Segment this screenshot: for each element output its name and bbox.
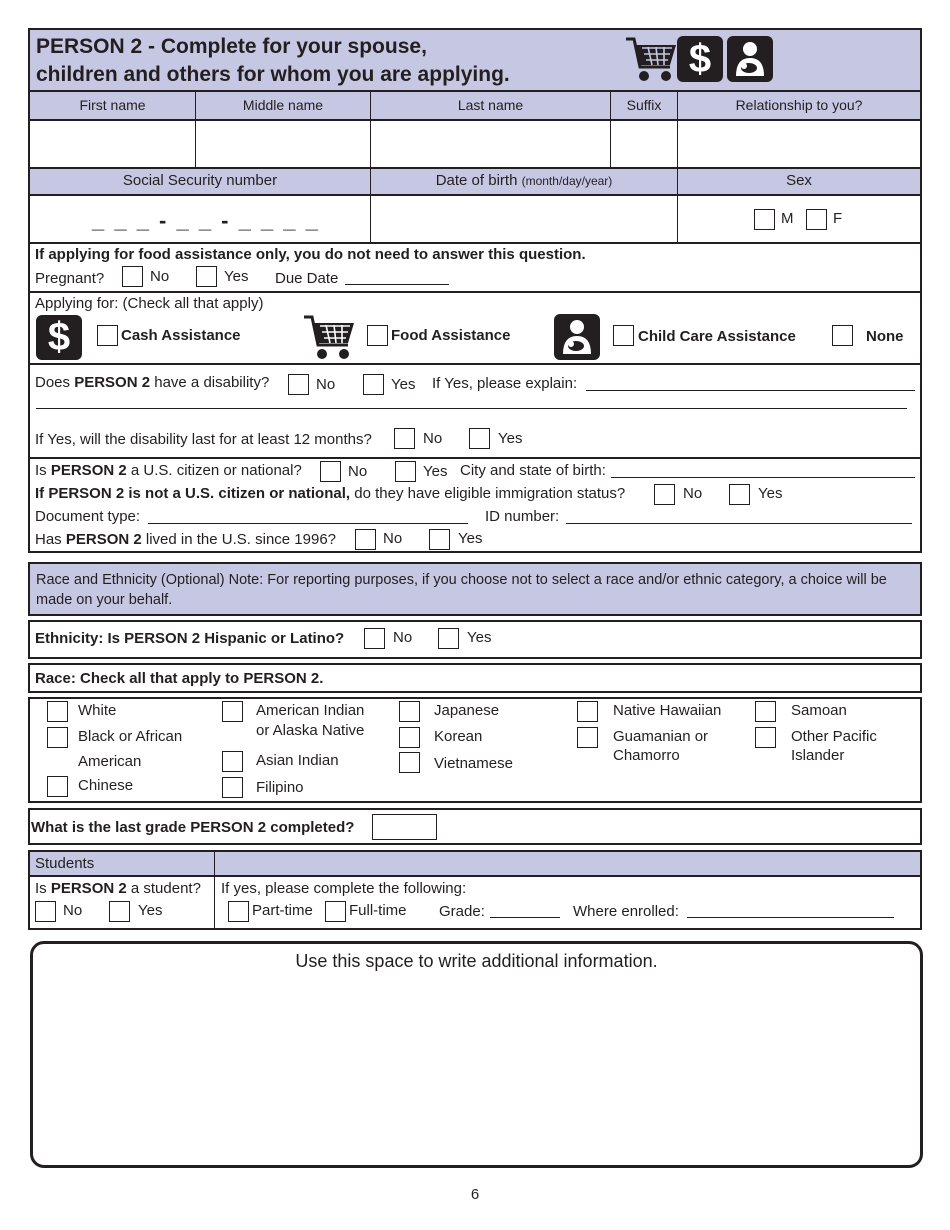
child-care-label: Child Care Assistance <box>638 328 796 345</box>
child-care-icon <box>727 36 773 82</box>
lived-no-checkbox[interactable] <box>355 529 376 550</box>
grade-field[interactable] <box>372 814 437 840</box>
pregnant-no-checkbox[interactable] <box>122 266 143 287</box>
part-time-checkbox[interactable] <box>228 901 249 922</box>
lived-question <box>35 531 336 549</box>
last-name-field[interactable] <box>372 121 610 167</box>
divider <box>195 90 196 168</box>
lived-no-label: No <box>383 530 403 547</box>
divider <box>370 90 371 168</box>
disability-duration-yes-checkbox[interactable] <box>469 428 490 449</box>
q-prefix: Has <box>35 531 62 548</box>
section-title-line1: PERSON 2 - Complete for your spouse, <box>36 35 427 58</box>
disability-explain-label: If Yes, please explain: <box>432 375 578 392</box>
race-black-label-2: American <box>78 753 142 770</box>
race-korean-label: Korean <box>434 728 483 745</box>
citizen-no-label: No <box>348 463 368 480</box>
disability-yes-label: Yes <box>391 376 416 393</box>
first-name-field[interactable] <box>30 121 195 167</box>
disability-question <box>35 374 269 392</box>
due-date-field[interactable] <box>345 284 449 285</box>
race-native-hawaiian-label: Native Hawaiian <box>613 702 722 719</box>
student-question <box>35 880 201 898</box>
relationship-label: Relationship to you? <box>735 97 863 113</box>
student-no-label: No <box>63 902 83 919</box>
none-label: None <box>866 328 904 345</box>
race-vietnamese-label: Vietnamese <box>434 755 513 772</box>
race-white-checkbox[interactable] <box>47 701 68 722</box>
race-other-pacific-label-2: Islander <box>791 747 845 764</box>
dollar-icon: $ <box>677 36 723 82</box>
disability-duration-question: If Yes, will the disability last for at least 12 months? <box>35 431 372 448</box>
sex-label: Sex <box>786 172 812 189</box>
sex-male-label: M <box>781 210 794 227</box>
race-asian-indian-label: Asian Indian <box>256 752 339 769</box>
immig-rest: do they have eligible immigration status? <box>354 485 626 502</box>
race-american-indian-label-2: or Alaska Native <box>256 722 365 739</box>
disability-no-label: No <box>316 376 336 393</box>
divider <box>610 90 611 168</box>
race-guamanian-checkbox[interactable] <box>577 727 598 748</box>
id-number-field[interactable] <box>566 523 912 524</box>
citizen-yes-checkbox[interactable] <box>395 461 416 482</box>
student-grade-label: Grade: <box>439 903 485 920</box>
relationship-field[interactable] <box>679 121 920 167</box>
where-enrolled-label: Where enrolled: <box>573 903 679 920</box>
immig-bold: If PERSON 2 is not a U.S. citizen or national, <box>35 485 351 502</box>
none-checkbox[interactable] <box>832 325 853 346</box>
immigration-yes-label: Yes <box>758 485 783 502</box>
race-native-hawaiian-checkbox[interactable] <box>577 701 598 722</box>
shopping-cart-icon <box>302 313 356 361</box>
race-guamanian-label-2: Chamorro <box>613 747 680 764</box>
additional-info-label: Use this space to write additional information. <box>295 951 658 971</box>
due-date-label: Due Date <box>275 270 339 287</box>
immigration-no-checkbox[interactable] <box>654 484 675 505</box>
student-grade-field[interactable] <box>490 917 560 918</box>
ethnicity-yes-label: Yes <box>467 629 492 646</box>
disability-duration-no-label: No <box>423 430 443 447</box>
ethnicity-question: Ethnicity: Is PERSON 2 Hispanic or Latino? <box>35 630 345 647</box>
sex-male-checkbox[interactable] <box>754 209 775 230</box>
ssn-field[interactable]: _ _ _ - _ _ - _ _ _ _ <box>92 208 320 233</box>
student-yes-checkbox[interactable] <box>109 901 130 922</box>
cash-assistance-label: Cash Assistance <box>121 327 241 344</box>
race-japanese-label: Japanese <box>434 702 500 719</box>
last-name-label: Last name <box>457 97 524 113</box>
student-if-yes-label: If yes, please complete the following: <box>221 880 467 897</box>
race-samoan-checkbox[interactable] <box>755 701 776 722</box>
dob-format: (month/day/year) <box>521 174 613 188</box>
middle-name-label: Middle name <box>242 97 324 113</box>
lived-yes-checkbox[interactable] <box>429 529 450 550</box>
student-yes-label: Yes <box>138 902 163 919</box>
q-prefix: Is <box>35 462 47 479</box>
where-enrolled-field[interactable] <box>687 917 894 918</box>
disability-duration-yes-label: Yes <box>498 430 523 447</box>
ethnicity-yes-checkbox[interactable] <box>438 628 459 649</box>
race-asian-indian-checkbox[interactable] <box>222 751 243 772</box>
divider <box>677 90 678 168</box>
child-care-checkbox[interactable] <box>613 325 634 346</box>
first-name-label: First name <box>79 97 146 113</box>
q-suffix: have a disability? <box>154 374 270 391</box>
student-no-checkbox[interactable] <box>35 901 56 922</box>
disability-no-checkbox[interactable] <box>288 374 309 395</box>
q-prefix: Is <box>35 880 47 897</box>
dob-label-text: Date of birth <box>435 172 518 189</box>
dollar-icon: $ <box>36 315 82 360</box>
birth-place-field[interactable] <box>611 477 915 478</box>
pregnancy-note: If applying for food assistance only, you do not need to answer this question. <box>35 246 586 263</box>
race-filipino-label: Filipino <box>256 779 304 796</box>
race-filipino-checkbox[interactable] <box>222 777 243 798</box>
immigration-yes-checkbox[interactable] <box>729 484 750 505</box>
pregnant-question: Pregnant? <box>35 270 105 287</box>
disability-duration-no-checkbox[interactable] <box>394 428 415 449</box>
pregnant-no-label: No <box>150 268 170 285</box>
q-suffix: a student? <box>130 880 201 897</box>
race-other-pacific-label-1: Other Pacific <box>791 728 877 745</box>
cash-assistance-checkbox[interactable] <box>97 325 118 346</box>
citizen-yes-label: Yes <box>423 463 448 480</box>
sex-female-label: F <box>833 210 843 227</box>
q-person: PERSON 2 <box>50 880 127 897</box>
section-header <box>28 28 922 92</box>
section-title-line2: children and others for whom you are applying. <box>36 63 510 86</box>
document-type-label: Document type: <box>35 508 141 525</box>
id-number-label: ID number: <box>485 508 560 525</box>
race-note-text: Race and Ethnicity (Optional) Note: For reporting purposes, if you choose not to select a race and/or ethnic category, a choice will be made on your behalf. <box>36 572 887 608</box>
race-japanese-checkbox[interactable] <box>399 701 420 722</box>
additional-info-box[interactable] <box>30 941 923 1168</box>
food-assistance-label: Food Assistance <box>391 327 511 344</box>
race-samoan-label: Samoan <box>791 702 847 719</box>
grade-question: What is the last grade PERSON 2 completed? <box>31 819 355 836</box>
citizen-question <box>35 462 302 480</box>
document-type-field[interactable] <box>148 523 468 524</box>
q-person: PERSON 2 <box>65 531 142 548</box>
race-black-checkbox[interactable] <box>47 727 68 748</box>
race-chinese-label: Chinese <box>78 777 134 794</box>
immigration-question <box>35 485 625 503</box>
full-time-checkbox[interactable] <box>325 901 346 922</box>
dob-label <box>371 167 677 195</box>
applying-label: Applying for: (Check all that apply) <box>35 295 264 312</box>
students-header <box>28 850 922 877</box>
birth-place-label: City and state of birth: <box>460 462 606 479</box>
divider <box>370 167 371 243</box>
q-person: PERSON 2 <box>50 462 127 479</box>
full-time-label: Full-time <box>349 902 407 919</box>
ethnicity-no-checkbox[interactable] <box>364 628 385 649</box>
q-suffix: a U.S. citizen or national? <box>130 462 302 479</box>
q-person: PERSON 2 <box>74 374 151 391</box>
race-guamanian-label-1: Guamanian or <box>613 728 709 745</box>
ethnicity-no-label: No <box>393 629 413 646</box>
pregnant-yes-checkbox[interactable] <box>196 266 217 287</box>
disability-yes-checkbox[interactable] <box>363 374 384 395</box>
immigration-no-label: No <box>683 485 703 502</box>
race-title: Race: Check all that apply to PERSON 2. <box>35 670 324 687</box>
race-ethnicity-note <box>28 562 922 616</box>
shopping-cart-icon <box>624 35 678 83</box>
child-care-icon <box>554 314 600 360</box>
middle-name-field[interactable] <box>197 121 370 167</box>
race-vietnamese-checkbox[interactable] <box>399 752 420 773</box>
race-chinese-checkbox[interactable] <box>47 776 68 797</box>
q-suffix: lived in the U.S. since 1996? <box>145 531 337 548</box>
suffix-field[interactable] <box>612 121 677 167</box>
race-korean-checkbox[interactable] <box>399 727 420 748</box>
q-prefix: Does <box>35 374 71 391</box>
race-white-label: White <box>78 702 117 719</box>
race-black-label-1: Black or African <box>78 728 183 745</box>
divider <box>677 167 678 243</box>
page-number: 6 <box>470 1186 480 1203</box>
citizen-no-checkbox[interactable] <box>320 461 341 482</box>
race-other-pacific-checkbox[interactable] <box>755 727 776 748</box>
part-time-label: Part-time <box>252 902 313 919</box>
ssn-label: Social Security number <box>122 172 278 189</box>
lived-yes-label: Yes <box>458 530 483 547</box>
suffix-label: Suffix <box>626 97 662 113</box>
dob-field[interactable] <box>372 196 677 242</box>
divider <box>214 850 215 930</box>
race-american-indian-label-1: American Indian <box>256 702 365 719</box>
students-header-label: Students <box>35 855 95 872</box>
disability-explain-field-2[interactable] <box>36 408 907 409</box>
food-assistance-checkbox[interactable] <box>367 325 388 346</box>
pregnant-yes-label: Yes <box>224 268 249 285</box>
race-american-indian-checkbox[interactable] <box>222 701 243 722</box>
disability-explain-field[interactable] <box>586 390 915 391</box>
sex-female-checkbox[interactable] <box>806 209 827 230</box>
